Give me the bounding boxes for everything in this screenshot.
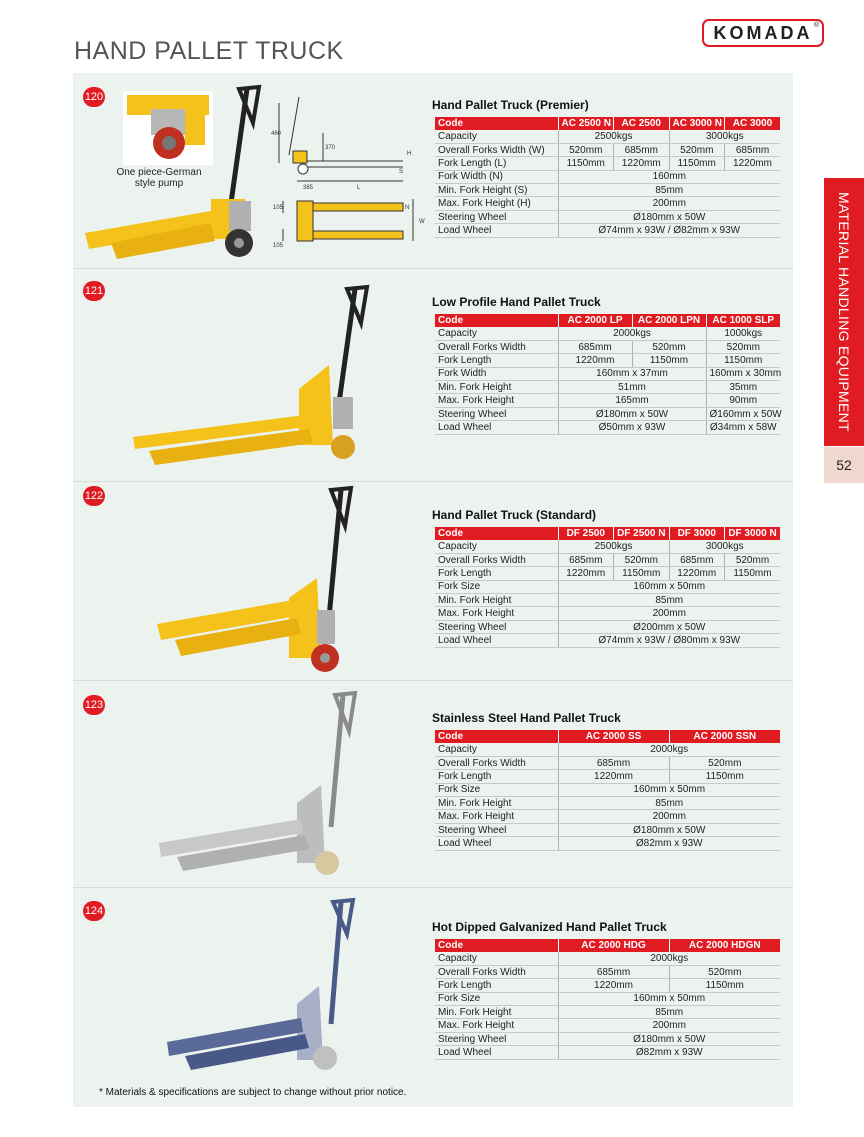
spec-label: Overall Forks Width: [435, 340, 558, 353]
spec-value: 85mm: [558, 184, 780, 197]
spec-row: [435, 354, 780, 367]
spec-row: [435, 170, 780, 183]
product-title: Hand Pallet Truck (Premier): [432, 98, 589, 112]
spec-row: [435, 367, 780, 380]
spec-label: Overall Forks Width: [435, 756, 558, 769]
spec-value: 1220mm: [614, 157, 670, 170]
spec-header-label: Code: [435, 730, 558, 743]
spec-value: Ø50mm x 93W: [558, 421, 706, 434]
dim-label-n: N: [405, 205, 410, 211]
spec-header-row: [435, 527, 780, 540]
spec-row: [435, 783, 780, 796]
dim-label-460: 460: [271, 131, 282, 137]
spec-table: [435, 314, 780, 435]
spec-header-row: [435, 730, 780, 743]
spec-label: Overall Forks Width: [435, 965, 558, 978]
spec-value: 2500kgs: [558, 130, 669, 143]
spec-row: [435, 1006, 780, 1019]
spec-value: Ø82mm x 93W: [558, 1046, 780, 1059]
spec-row: [435, 810, 780, 823]
spec-value: 1150mm: [725, 567, 781, 580]
product-title: Hot Dipped Galvanized Hand Pallet Truck: [432, 920, 667, 934]
spec-label: Fork Length: [435, 567, 558, 580]
spec-value: 200mm: [558, 810, 780, 823]
spec-label: Max. Fork Height: [435, 1019, 558, 1032]
spec-row: [435, 224, 780, 237]
spec-row: [435, 979, 780, 992]
product-badge: 121: [83, 281, 105, 301]
spec-value: 685mm: [558, 340, 632, 353]
spec-header-model: DF 2500: [558, 527, 614, 540]
spec-table: [435, 939, 780, 1060]
spec-value: Ø180mm x 50W: [558, 407, 706, 420]
side-category-tab: [824, 178, 864, 446]
spec-row: [435, 553, 780, 566]
spec-label: Fork Size: [435, 580, 558, 593]
spec-value: Ø34mm x 58W: [706, 421, 780, 434]
spec-value: Ø82mm x 93W: [558, 837, 780, 850]
dim-label-105-bottom: 105: [273, 243, 284, 249]
spec-header-model: AC 3000: [725, 117, 781, 130]
spec-label: Steering Wheel: [435, 1032, 558, 1045]
premier-truck-image: [81, 83, 271, 263]
spec-label: Min. Fork Height: [435, 797, 558, 810]
side-tab-label: MATERIAL HANDLING EQUIPMENT: [836, 192, 852, 432]
dim-label-l: L: [357, 185, 361, 191]
spec-value: 160mm x 50mm: [558, 580, 780, 593]
spec-value: 85mm: [558, 1006, 780, 1019]
spec-row: [435, 407, 780, 420]
spec-row: [435, 634, 780, 647]
spec-value: 1150mm: [614, 567, 670, 580]
spec-row: [435, 837, 780, 850]
spec-value: 200mm: [558, 607, 780, 620]
spec-row: [435, 1032, 780, 1045]
spec-row: [435, 340, 780, 353]
product-section-124: [73, 888, 793, 1086]
spec-header-model: AC 2000 LPN: [632, 314, 706, 327]
spec-row: [435, 823, 780, 836]
spec-value: 2000kgs: [558, 743, 780, 756]
spec-value: 1150mm: [706, 354, 780, 367]
spec-header-model: DF 2500 N: [614, 527, 670, 540]
spec-header-model: AC 2000 SS: [558, 730, 669, 743]
spec-value: 520mm: [558, 143, 614, 156]
product-badge: 123: [83, 695, 105, 715]
standard-truck-image: [153, 482, 373, 678]
spec-row: [435, 394, 780, 407]
dimension-diagram: [273, 93, 433, 249]
spec-value: Ø180mm x 50W: [558, 210, 780, 223]
spec-row: [435, 157, 780, 170]
spec-header-label: Code: [435, 939, 558, 952]
spec-header-model: AC 3000 N: [669, 117, 725, 130]
spec-header-model: AC 2500: [614, 117, 670, 130]
spec-label: Min. Fork Height (S): [435, 184, 558, 197]
spec-header-row: [435, 117, 780, 130]
spec-table: [435, 117, 780, 238]
stainless-truck-image: [155, 687, 365, 883]
dim-label-370: 370: [325, 145, 336, 151]
spec-value: 1220mm: [558, 354, 632, 367]
spec-row: [435, 327, 780, 340]
spec-label: Capacity: [435, 130, 558, 143]
spec-value: 90mm: [706, 394, 780, 407]
footnote: * Materials & specifications are subject to change without prior notice.: [99, 1087, 407, 1098]
spec-value: 3000kgs: [669, 130, 780, 143]
spec-value: 165mm: [558, 394, 706, 407]
spec-label: Max. Fork Height: [435, 810, 558, 823]
spec-row: [435, 756, 780, 769]
spec-value: 1220mm: [725, 157, 781, 170]
spec-value: Ø180mm x 50W: [558, 1032, 780, 1045]
spec-header-model: AC 2000 LP: [558, 314, 632, 327]
spec-value: 2500kgs: [558, 540, 669, 553]
spec-value: 1150mm: [669, 157, 725, 170]
spec-row: [435, 130, 780, 143]
spec-value: 200mm: [558, 197, 780, 210]
spec-value: 160mm: [558, 170, 780, 183]
spec-label: Load Wheel: [435, 421, 558, 434]
spec-value: 685mm: [725, 143, 781, 156]
spec-header-model: AC 1000 SLP: [706, 314, 780, 327]
spec-header-model: DF 3000 N: [725, 527, 781, 540]
spec-row: [435, 381, 780, 394]
dim-label-385: 385: [303, 185, 314, 191]
spec-label: Max. Fork Height: [435, 394, 558, 407]
spec-value: 2000kgs: [558, 952, 780, 965]
spec-header-model: AC 2000 SSN: [669, 730, 780, 743]
spec-table: [435, 730, 780, 851]
spec-row: [435, 965, 780, 978]
product-title: Hand Pallet Truck (Standard): [432, 508, 597, 522]
spec-row: [435, 743, 780, 756]
spec-header-model: AC 2500 N: [558, 117, 614, 130]
spec-value: 1150mm: [632, 354, 706, 367]
spec-value: 1220mm: [558, 979, 669, 992]
pump-caption: One piece-German style pump: [116, 167, 202, 189]
spec-label: Min. Fork Height: [435, 594, 558, 607]
logo-text: KOMADA: [713, 22, 813, 43]
spec-row: [435, 540, 780, 553]
spec-value: 200mm: [558, 1019, 780, 1032]
spec-value: 1150mm: [669, 979, 780, 992]
product-badge: 124: [83, 901, 105, 921]
spec-value: 520mm: [669, 756, 780, 769]
spec-value: 685mm: [669, 553, 725, 566]
spec-table: [435, 527, 780, 648]
spec-value: 160mm x 37mm: [558, 367, 706, 380]
spec-header-row: [435, 314, 780, 327]
spec-value: 685mm: [558, 553, 614, 566]
spec-value: 160mm x 30mm: [706, 367, 780, 380]
spec-row: [435, 567, 780, 580]
page-title: HAND PALLET TRUCK: [74, 37, 344, 65]
spec-header-row: [435, 939, 780, 952]
spec-label: Min. Fork Height: [435, 1006, 558, 1019]
spec-value: 520mm: [706, 340, 780, 353]
product-title: Low Profile Hand Pallet Truck: [432, 295, 601, 309]
spec-header-label: Code: [435, 314, 558, 327]
dim-label-w: W: [419, 219, 425, 225]
spec-header-label: Code: [435, 117, 558, 130]
dim-label-105-top: 105: [273, 205, 284, 211]
spec-row: [435, 797, 780, 810]
catalog-panel: [73, 73, 793, 1107]
spec-row: [435, 620, 780, 633]
product-badge: 122: [83, 486, 105, 506]
spec-label: Fork Size: [435, 992, 558, 1005]
spec-label: Load Wheel: [435, 1046, 558, 1059]
spec-row: [435, 607, 780, 620]
dim-label-h: H: [407, 151, 412, 157]
spec-label: Min. Fork Height: [435, 381, 558, 394]
spec-value: 685mm: [558, 965, 669, 978]
logo-registered-mark: ®: [813, 22, 819, 29]
spec-value: 51mm: [558, 381, 706, 394]
spec-row: [435, 184, 780, 197]
spec-header-model: AC 2000 HDG: [558, 939, 669, 952]
spec-label: Fork Length: [435, 979, 558, 992]
spec-label: Overall Forks Width (W): [435, 143, 558, 156]
spec-header-model: AC 2000 HDGN: [669, 939, 780, 952]
spec-label: Fork Length: [435, 770, 558, 783]
spec-value: 520mm: [669, 143, 725, 156]
spec-header-label: Code: [435, 527, 558, 540]
product-section-121: [73, 269, 793, 481]
spec-value: 520mm: [632, 340, 706, 353]
spec-header-model: DF 3000: [669, 527, 725, 540]
spec-label: Steering Wheel: [435, 823, 558, 836]
spec-row: [435, 143, 780, 156]
spec-label: Capacity: [435, 327, 558, 340]
spec-label: Max. Fork Height: [435, 607, 558, 620]
spec-label: Steering Wheel: [435, 620, 558, 633]
spec-row: [435, 770, 780, 783]
spec-value: 160mm x 50mm: [558, 992, 780, 1005]
spec-value: 1150mm: [669, 770, 780, 783]
spec-row: [435, 580, 780, 593]
spec-row: [435, 1046, 780, 1059]
spec-label: Overall Forks Width: [435, 553, 558, 566]
spec-label: Max. Fork Height (H): [435, 197, 558, 210]
spec-value: 685mm: [558, 756, 669, 769]
spec-value: 1220mm: [558, 567, 614, 580]
spec-value: 520mm: [725, 553, 781, 566]
page-number: 52: [824, 447, 864, 483]
spec-value: 160mm x 50mm: [558, 783, 780, 796]
spec-value: 3000kgs: [669, 540, 780, 553]
spec-label: Fork Width: [435, 367, 558, 380]
spec-label: Fork Size: [435, 783, 558, 796]
spec-label: Load Wheel: [435, 224, 558, 237]
spec-value: 85mm: [558, 797, 780, 810]
spec-value: 520mm: [669, 965, 780, 978]
spec-value: 85mm: [558, 594, 780, 607]
spec-row: [435, 197, 780, 210]
spec-value: Ø74mm x 93W / Ø80mm x 93W: [558, 634, 780, 647]
spec-label: Fork Length (L): [435, 157, 558, 170]
spec-label: Capacity: [435, 743, 558, 756]
spec-value: 520mm: [614, 553, 670, 566]
spec-value: Ø180mm x 50W: [558, 823, 780, 836]
spec-row: [435, 992, 780, 1005]
galvanized-truck-image: [163, 894, 363, 1074]
spec-label: Fork Width (N): [435, 170, 558, 183]
spec-value: Ø74mm x 93W / Ø82mm x 93W: [558, 224, 780, 237]
spec-row: [435, 1019, 780, 1032]
spec-value: 2000kgs: [558, 327, 706, 340]
product-title: Stainless Steel Hand Pallet Truck: [432, 711, 621, 725]
product-badge: 120: [83, 87, 105, 107]
product-section-123: [73, 681, 793, 887]
spec-label: Load Wheel: [435, 634, 558, 647]
product-section-120: [73, 73, 793, 269]
spec-value: 35mm: [706, 381, 780, 394]
spec-value: 1000kgs: [706, 327, 780, 340]
komada-logo: [702, 19, 824, 47]
spec-value: Ø200mm x 50W: [558, 620, 780, 633]
spec-label: Capacity: [435, 540, 558, 553]
spec-label: Fork Length: [435, 354, 558, 367]
spec-row: [435, 421, 780, 434]
spec-label: Steering Wheel: [435, 407, 558, 420]
dim-label-s: S: [399, 169, 404, 175]
spec-value: 1220mm: [669, 567, 725, 580]
low-profile-truck-image: [129, 279, 389, 469]
spec-label: Load Wheel: [435, 837, 558, 850]
spec-value: 1220mm: [558, 770, 669, 783]
product-section-122: [73, 482, 793, 680]
spec-value: 1150mm: [558, 157, 614, 170]
spec-row: [435, 210, 780, 223]
spec-row: [435, 952, 780, 965]
spec-label: Capacity: [435, 952, 558, 965]
spec-value: 685mm: [614, 143, 670, 156]
spec-row: [435, 594, 780, 607]
spec-label: Steering Wheel: [435, 210, 558, 223]
spec-value: Ø160mm x 50W: [706, 407, 780, 420]
